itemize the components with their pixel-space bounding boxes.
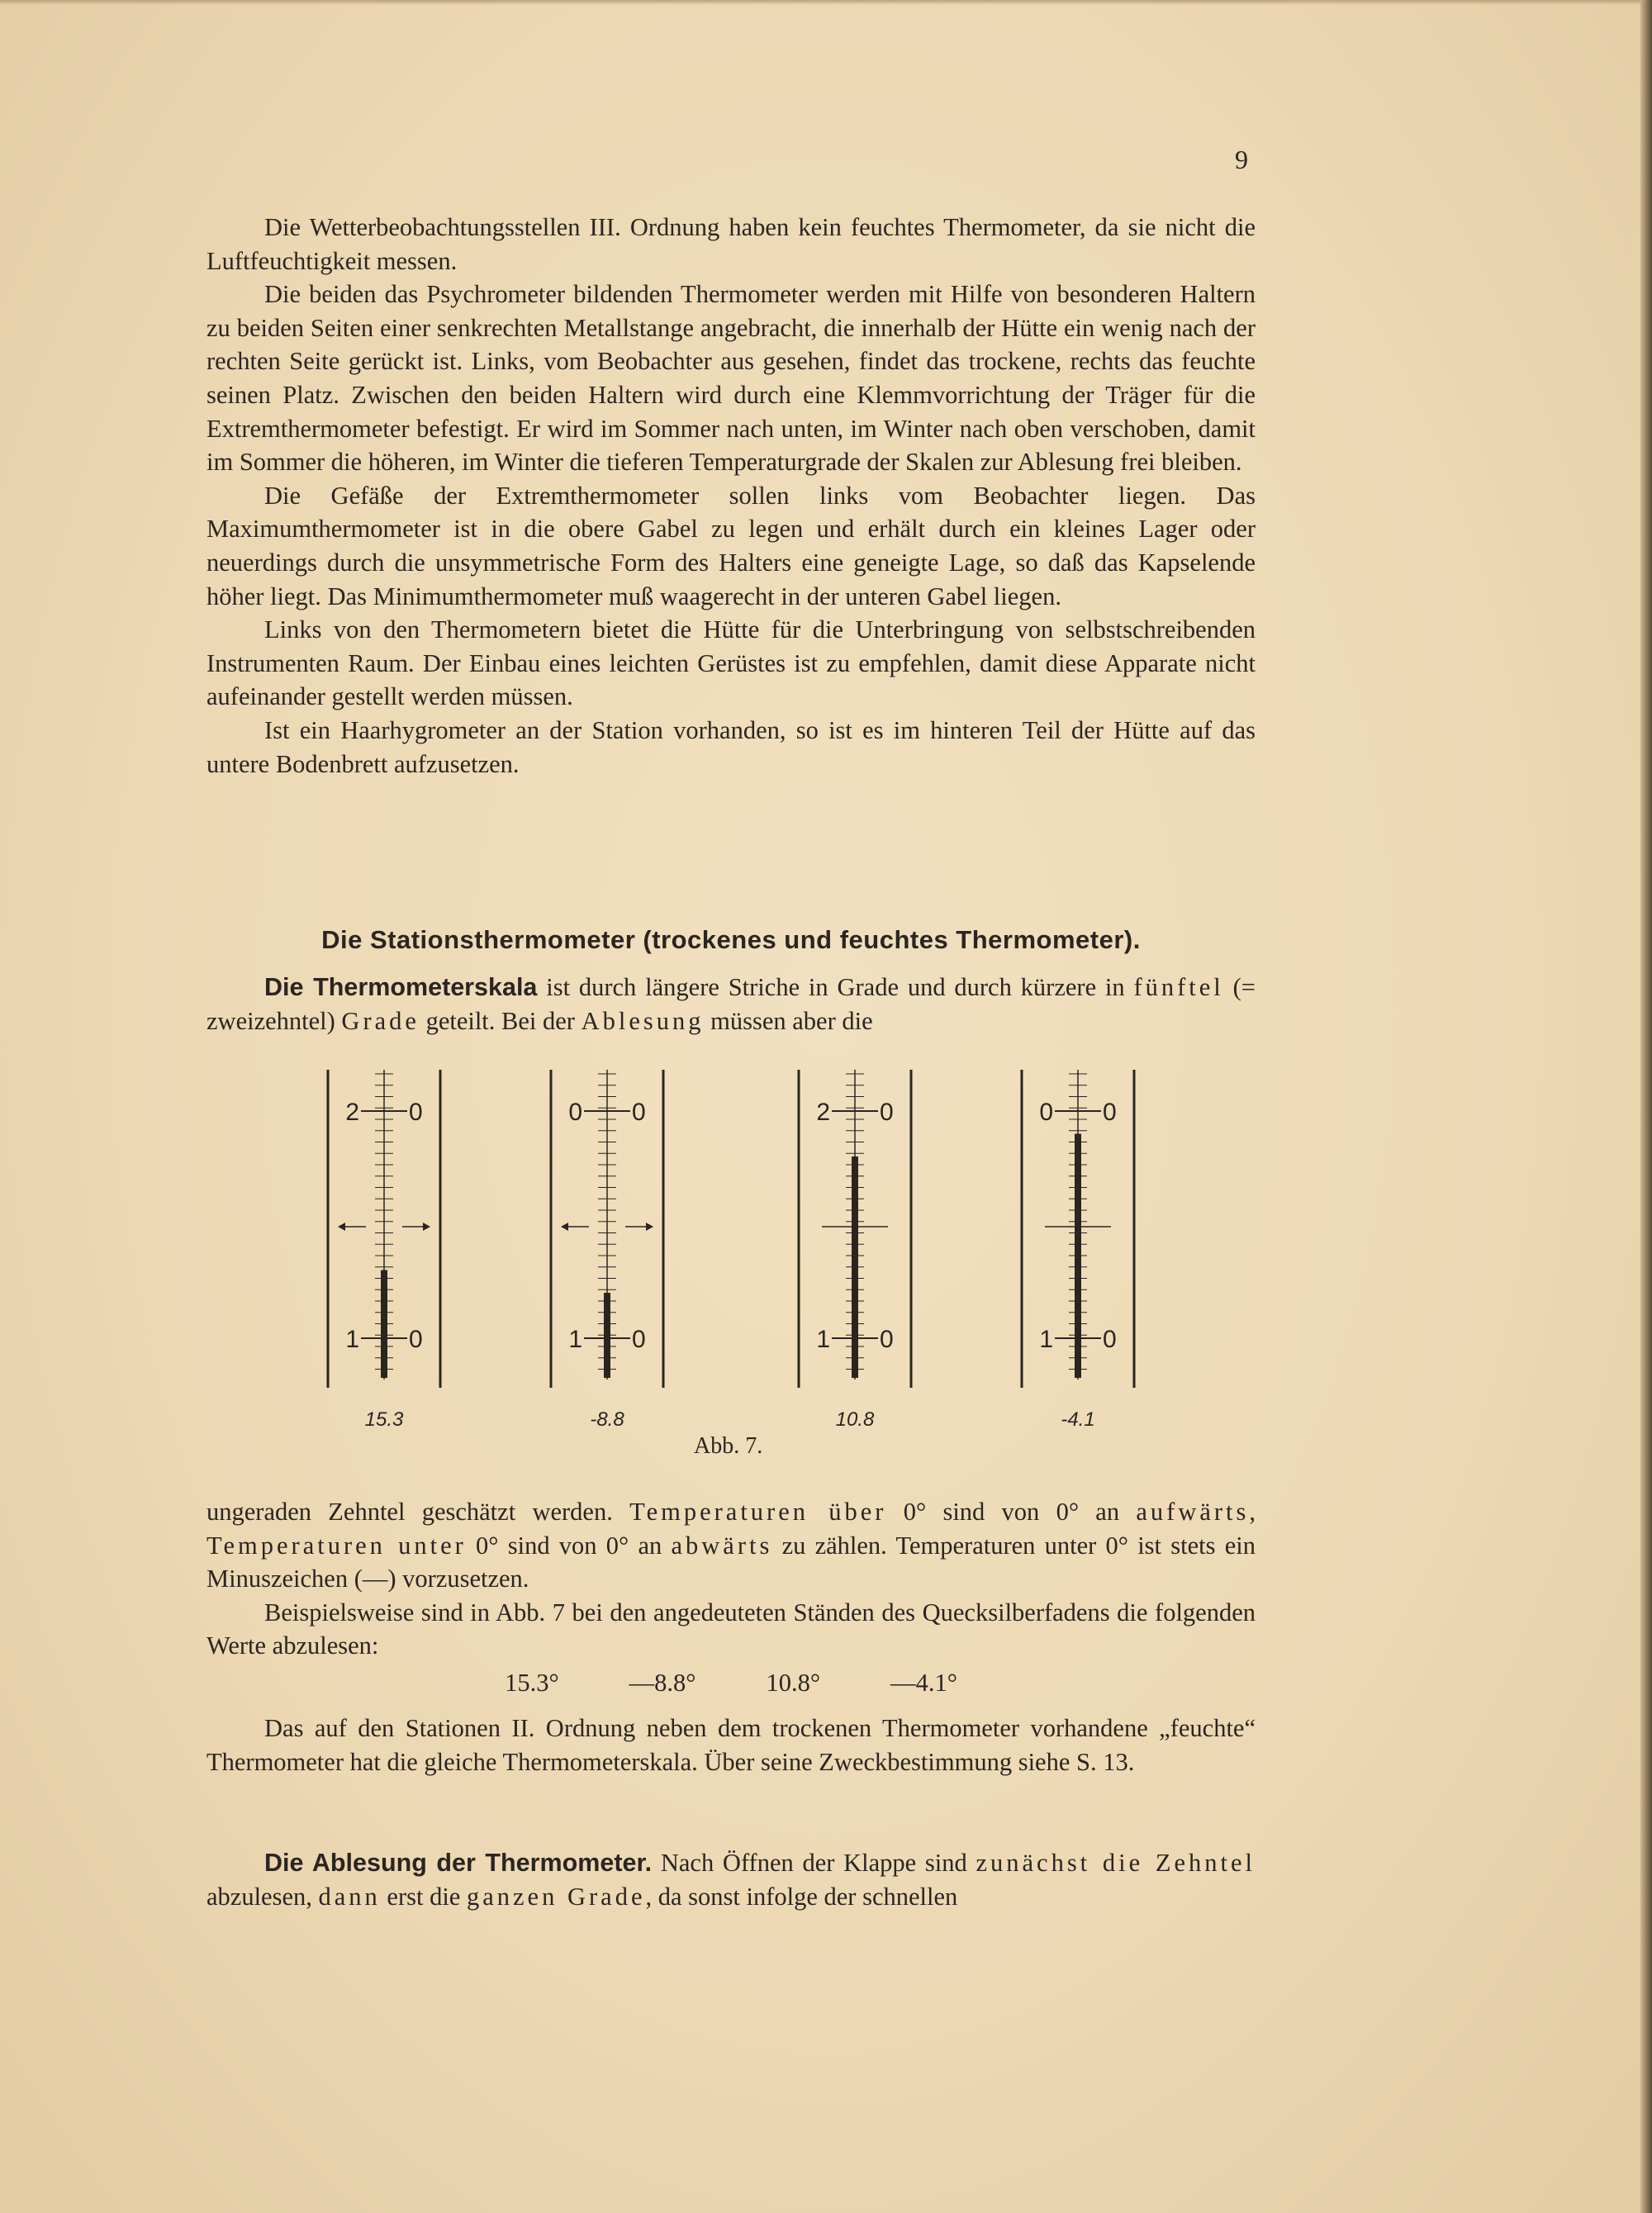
figure-caption: Abb. 7. [694, 1433, 763, 1459]
text-run: ist durch längere Striche in Grade und durch kürzere in [537, 973, 1134, 1001]
mercury-column [604, 1293, 610, 1378]
paragraph: Die Gefäße der Extremthermometer sollen links vom Beobachter liegen. Das Maximumthermometer ist in die obere Gabel zu legen und erhält durch ein kleines Lager oder neuerdings durch die unsymmetrische Form des Halters eine geneigte Lage, so daß das Kapselende höher liegt. Das Minimumthermometer muß waagerecht in der unteren Gabel liegen. [206, 481, 1256, 610]
mercury-column [852, 1156, 858, 1378]
example-value: 10.8° [766, 1669, 821, 1697]
example-value: —8.8° [629, 1669, 696, 1697]
thermometer-scales [297, 1061, 1173, 1450]
scale-label-top-right: 0 [409, 1099, 423, 1126]
example-values [206, 1669, 1256, 1698]
text-run: (= zweizehntel) [206, 973, 1256, 1035]
thermometer-reading-2: -8.8 [590, 1408, 624, 1431]
section2-text-cont [206, 1712, 1256, 1778]
reading-arrowhead-left [338, 1223, 345, 1231]
example-value: —4.1° [890, 1669, 957, 1697]
text-run: , da sonst infolge der schnellen [645, 1882, 958, 1911]
scale-label-bottom-right: 0 [632, 1326, 646, 1353]
text-run: Nach Öffnen der Klappe sind [652, 1849, 976, 1877]
reading-arrowhead-left [561, 1223, 568, 1231]
spaced-run: zunächst die Zehntel [976, 1849, 1256, 1877]
spaced-run: aufwärts [1136, 1498, 1250, 1526]
text-run: abzulesen, [206, 1882, 319, 1911]
spaced-run: abwärts [671, 1531, 773, 1560]
mercury-column [381, 1270, 387, 1379]
scale-label-top-left: 0 [568, 1099, 582, 1126]
thermometer-reading-4: -4.1 [1061, 1408, 1095, 1431]
scale-label-top-left: 2 [345, 1099, 359, 1126]
paragraph [206, 971, 1256, 1038]
scale-label-bottom-right: 0 [880, 1326, 894, 1353]
thermometer-figure [297, 1061, 1173, 1483]
paragraph: Das auf den Stationen II. Ordnung neben dem trockenen Thermometer vorhandene „feuchte“ Thermometer hat die gleiche Thermometerskala. Über seine Zweckbestimmung siehe S. 13. [206, 1714, 1256, 1776]
paragraph [206, 1846, 1256, 1913]
mercury-column [1075, 1134, 1081, 1379]
scale-label-bottom-left: 1 [568, 1326, 582, 1353]
text-run: 0° sind von 0° an [466, 1531, 672, 1560]
page-number: 9 [1235, 145, 1248, 174]
spaced-run: Grade [341, 1006, 420, 1035]
spaced-run: Ablesung [581, 1006, 705, 1035]
scale-paragraph [206, 971, 1256, 1038]
spaced-run: Temperaturen unter [206, 1531, 467, 1560]
paragraph: Ist ein Haarhygrometer an der Station vorhanden, so ist es im hinteren Teil der Hütte auf das untere Bodenbrett aufzusetzen. [206, 715, 1256, 778]
scale-label-top-left: 2 [816, 1099, 830, 1126]
scale-label-top-right: 0 [632, 1099, 646, 1126]
scale-label-top-left: 0 [1039, 1099, 1053, 1126]
bold-lead: Die Ablesung der Thermometer. [264, 1849, 653, 1877]
paragraph [206, 1495, 1256, 1596]
page-top-edge [0, 0, 1652, 5]
scale-label-bottom-right: 0 [1103, 1326, 1117, 1353]
scale-label-top-right: 0 [1103, 1099, 1117, 1126]
paragraph: Die beiden das Psychrometer bildenden Thermometer werden mit Hilfe von besonderen Haltern zu beiden Seiten einer senkrechten Metallstange angebracht, die innerhalb der Hütte ein wenig nach der rechten Seite gerückt ist. Links, vom Beobachter aus gesehen, findet das trockene, rechts das feuchte seinen Platz. Zwischen den beiden Haltern wird durch eine Klemmvorrichtung der Träger für die Extremthermometer befestigt. Er wird im Sommer nach unten, im Winter nach oben verschoben, damit im Sommer die höheren, im Winter die tieferen Temperaturgrade der Skalen zur Ablesung frei bleiben. [206, 280, 1256, 477]
paragraph: Links von den Thermometern bietet die Hütte für die Unterbringung von selbstschreibenden Instrumenten Raum. Der Einbau eines leichten Gerüstes ist zu empfehlen, damit diese Apparate nicht aufeinander gestellt werden müssen. [206, 615, 1256, 711]
spaced-run: fünftel [1133, 973, 1224, 1001]
scale-label-bottom-left: 1 [1039, 1326, 1053, 1353]
reading-arrowhead-right [646, 1223, 653, 1231]
scale-label-bottom-left: 1 [345, 1326, 359, 1353]
scale-label-bottom-left: 1 [816, 1326, 830, 1353]
thermometer-reading-3: 10.8 [835, 1408, 875, 1431]
paragraph: Beispielsweise sind in Abb. 7 bei den angedeuteten Ständen des Quecksilberfadens die folgenden Werte abzulesen: [206, 1598, 1256, 1660]
text-run: müssen aber die [704, 1006, 873, 1035]
section-heading: Die Stationsthermometer (trockenes und feuchtes Thermometer). [321, 925, 1141, 954]
reading-arrowhead-right [423, 1223, 430, 1231]
text-run: geteilt. Bei der [419, 1006, 582, 1035]
text-run: erst die [380, 1882, 467, 1911]
thermometer-reading-1: 15.3 [364, 1408, 404, 1431]
scale-label-top-right: 0 [880, 1099, 894, 1126]
spaced-run: dann [318, 1882, 381, 1911]
section2-text [206, 1495, 1256, 1663]
page-right-edge [1640, 0, 1652, 2213]
text-run: 0° sind von 0° an [886, 1498, 1137, 1526]
text-run: zu zählen. Temperaturen unter 0° ist stets ein Minuszeichen (—) vorzusetzen. [206, 1531, 1256, 1593]
bold-lead: Die Thermometerskala [264, 973, 538, 1001]
section1-text [206, 211, 1256, 781]
scale-label-bottom-right: 0 [409, 1326, 423, 1353]
example-value: 15.3° [505, 1669, 559, 1697]
paragraph: Die Wetterbeobachtungsstellen III. Ordnung haben kein feuchtes Thermometer, da sie nicht die Luftfeuchtigkeit messen. [206, 213, 1256, 275]
text-run: ungeraden Zehntel geschätzt werden. [206, 1498, 630, 1526]
text-run: , [1249, 1498, 1256, 1526]
spaced-run: ganzen Grade [466, 1882, 646, 1911]
spaced-run: Temperaturen über [629, 1498, 887, 1526]
section2-reading-paragraph [206, 1846, 1256, 1913]
